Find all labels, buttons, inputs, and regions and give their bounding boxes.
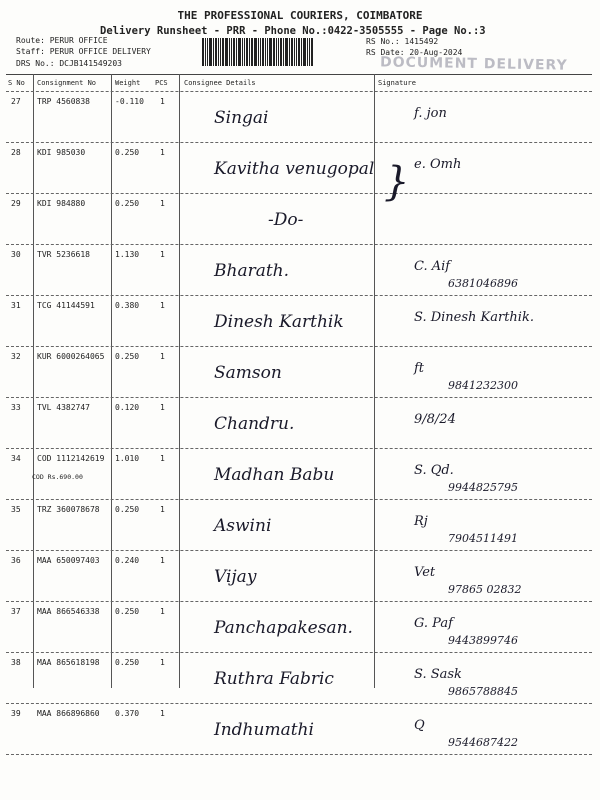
row-weight: 0.250 [115, 199, 140, 208]
barcode-bar [307, 38, 308, 66]
row-consignment-no: MAA 650097403 [37, 556, 100, 565]
barcode-bar [225, 38, 228, 66]
route-label: Route: PERUR OFFICE [16, 36, 108, 45]
barcode-bar [236, 38, 237, 66]
drs-number: DRS No.: DCJB141549203 [16, 59, 122, 68]
barcode-bar [238, 38, 241, 66]
row-consignee-handwritten: Madhan Babu [214, 465, 335, 485]
row-weight: 0.250 [115, 352, 140, 361]
barcode-bar [296, 38, 297, 66]
barcode-bar [267, 38, 268, 66]
barcode-bar [311, 38, 313, 66]
row-pcs: 1 [160, 607, 165, 616]
barcode-bar [276, 38, 277, 66]
row-sno: 30 [11, 250, 21, 259]
row-phone-handwritten: 9443899746 [448, 634, 518, 647]
column-divider [179, 74, 180, 688]
row-signature-handwritten: G. Paf [414, 616, 453, 631]
row-sno: 31 [11, 301, 21, 310]
row-divider [6, 397, 592, 398]
runsheet-subtitle: Delivery Runsheet - PRR - Phone No.:0422-3505555 - Page No.:3 [100, 25, 486, 37]
row-divider [6, 754, 592, 755]
row-signature-handwritten: S. Sask [414, 667, 462, 682]
row-weight: 0.250 [115, 607, 140, 616]
row-divider [6, 346, 592, 347]
barcode-bar [280, 38, 282, 66]
column-header-weight: Weight [115, 79, 141, 87]
row-consignee-handwritten: -Do- [268, 210, 304, 230]
row-pcs: 1 [160, 556, 165, 565]
barcode-bar [309, 38, 310, 66]
row-consignment-no: TVL 4382747 [37, 403, 90, 412]
row-consignment-no: TRZ 360078678 [37, 505, 100, 514]
column-header-consignment: Consignment No [37, 79, 97, 87]
barcode-bar [207, 38, 208, 66]
row-sno: 35 [11, 505, 21, 514]
table-top-border [6, 74, 592, 75]
row-signature-handwritten: S. Qd. [414, 463, 454, 478]
row-signature-handwritten: C. Aif [414, 259, 451, 274]
row-signature-handwritten: Q [414, 718, 425, 733]
row-signature-handwritten: Vet [414, 565, 436, 580]
row-sno: 33 [11, 403, 21, 412]
row-weight: 0.120 [115, 403, 140, 412]
barcode-bar [294, 38, 295, 66]
barcode-bar [218, 38, 219, 66]
row-pcs: 1 [160, 658, 165, 667]
row-sno: 38 [11, 658, 21, 667]
barcode-bar [242, 38, 243, 66]
row-consignee-handwritten: Bharath. [214, 261, 290, 281]
column-header-signature: Signature [378, 79, 416, 87]
rs-number: RS No.: 1415492 [366, 37, 439, 46]
row-consignee-handwritten: Dinesh Karthik [214, 312, 344, 332]
row-sno: 32 [11, 352, 21, 361]
row-sno: 36 [11, 556, 21, 565]
barcode-bar [202, 38, 204, 66]
row-signature-handwritten: e. Omh [414, 157, 462, 172]
row-phone-handwritten: 9544687422 [448, 736, 518, 749]
row-consignment-no: TCG 41144591 [37, 301, 95, 310]
barcode-bar [273, 38, 275, 66]
barcode-bar [222, 38, 224, 66]
row-phone-handwritten: 9841232300 [448, 379, 518, 392]
row-consignee-handwritten: Aswini [214, 516, 272, 536]
barcode-bar [283, 38, 284, 66]
document-delivery-stamp: DOCUMENT DELIVERY [379, 54, 568, 74]
barcode [202, 38, 350, 66]
row-divider [6, 244, 592, 245]
barcode-bar [301, 38, 302, 66]
barcode-bar [265, 38, 266, 66]
row-consignee-handwritten: Panchapakesan. [214, 618, 353, 638]
row-consignment-no: MAA 866896860 [37, 709, 100, 718]
column-header-consignee: Consignee Details [184, 79, 256, 87]
row-phone-handwritten: 97865 02832 [448, 583, 522, 596]
barcode-bar [289, 38, 290, 66]
barcode-bar [291, 38, 293, 66]
row-sno: 39 [11, 709, 21, 718]
row-phone-handwritten: 6381046896 [448, 277, 518, 290]
company-title: THE PROFESSIONAL COURIERS, COIMBATORE [177, 9, 423, 22]
barcode-bar [231, 38, 232, 66]
row-pcs: 1 [160, 148, 165, 157]
row-consignee-handwritten: Samson [214, 363, 282, 383]
row-weight: 0.380 [115, 301, 140, 310]
runsheet-table [6, 74, 592, 749]
barcode-bar [258, 38, 259, 66]
row-phone-handwritten: 9944825795 [448, 481, 518, 494]
row-consignment-no: MAA 866546338 [37, 607, 100, 616]
row-divider [6, 499, 592, 500]
row-divider [6, 652, 592, 653]
row-weight: 0.370 [115, 709, 140, 718]
barcode-bar [298, 38, 300, 66]
row-weight: 0.250 [115, 505, 140, 514]
row-cod-note: COD Rs.690.00 [32, 473, 83, 481]
row-signature-handwritten: f. jon [414, 106, 447, 121]
barcode-bar [213, 38, 214, 66]
row-consignee-handwritten: Indhumathi [214, 720, 314, 740]
row-divider [6, 703, 592, 704]
row-sno: 34 [11, 454, 21, 463]
barcode-bar [278, 38, 279, 66]
row-divider [6, 193, 592, 194]
barcode-bar [209, 38, 212, 66]
row-consignment-no: KDI 985030 [37, 148, 86, 157]
rs-date: RS Date: 20-Aug-2024 [366, 48, 463, 57]
brace-mark: } [384, 159, 410, 205]
row-signature-handwritten: 9/8/24 [414, 412, 456, 427]
row-weight: 0.250 [115, 658, 140, 667]
column-header-pcs: PCS [155, 79, 168, 87]
barcode-bar [246, 38, 248, 66]
row-signature-handwritten: ft [414, 361, 425, 376]
row-weight: 1.130 [115, 250, 140, 259]
row-consignee-handwritten: Singai [214, 108, 269, 128]
row-consignment-no: KDI 984880 [37, 199, 86, 208]
barcode-bar [254, 38, 257, 66]
column-divider [33, 74, 34, 688]
row-weight: -0.110 [115, 97, 144, 106]
row-consignment-no: TRP 4560838 [37, 97, 90, 106]
row-weight: 1.010 [115, 454, 140, 463]
row-consignment-no: TVR 5236618 [37, 250, 90, 259]
row-pcs: 1 [160, 250, 165, 259]
barcode-bar [269, 38, 272, 66]
barcode-bar [260, 38, 261, 66]
barcode-bar [244, 38, 245, 66]
barcode-bar [205, 38, 206, 66]
row-signature-handwritten: S. Dinesh Karthik. [414, 310, 534, 325]
barcode-bar [215, 38, 217, 66]
barcode-bar [249, 38, 250, 66]
row-divider [6, 295, 592, 296]
row-pcs: 1 [160, 97, 165, 106]
row-consignee-handwritten: Vijay [214, 567, 257, 587]
row-consignment-no: KUR 6000264065 [37, 352, 105, 361]
row-pcs: 1 [160, 301, 165, 310]
barcode-bar [220, 38, 221, 66]
barcode-bar [229, 38, 230, 66]
row-phone-handwritten: 9865788845 [448, 685, 518, 698]
row-consignee-handwritten: Ruthra Fabric [214, 669, 334, 689]
staff-label: Staff: PERUR OFFICE DELIVERY [16, 47, 151, 56]
column-header-sno: S No [8, 79, 25, 87]
row-divider [6, 142, 592, 143]
row-divider [6, 448, 592, 449]
row-sno: 27 [11, 97, 21, 106]
barcode-bar [251, 38, 253, 66]
barcode-bar [233, 38, 235, 66]
row-pcs: 1 [160, 199, 165, 208]
row-pcs: 1 [160, 403, 165, 412]
row-sno: 29 [11, 199, 21, 208]
header-divider [6, 91, 592, 92]
row-signature-handwritten: Rj [414, 514, 428, 529]
row-pcs: 1 [160, 505, 165, 514]
row-consignment-no: COD 1112142619 [37, 454, 105, 463]
row-pcs: 1 [160, 352, 165, 361]
row-consignee-handwritten: Chandru. [214, 414, 295, 434]
barcode-bar [262, 38, 264, 66]
row-sno: 28 [11, 148, 21, 157]
row-divider [6, 601, 592, 602]
row-weight: 0.240 [115, 556, 140, 565]
barcode-bar [303, 38, 306, 66]
row-weight: 0.250 [115, 148, 140, 157]
column-divider [111, 74, 112, 688]
row-sno: 37 [11, 607, 21, 616]
row-pcs: 1 [160, 709, 165, 718]
row-consignment-no: MAA 865618198 [37, 658, 100, 667]
barcode-bar [285, 38, 288, 66]
row-consignee-handwritten: Kavitha venugopal [214, 159, 375, 179]
row-pcs: 1 [160, 454, 165, 463]
row-phone-handwritten: 7904511491 [448, 532, 518, 545]
row-divider [6, 550, 592, 551]
